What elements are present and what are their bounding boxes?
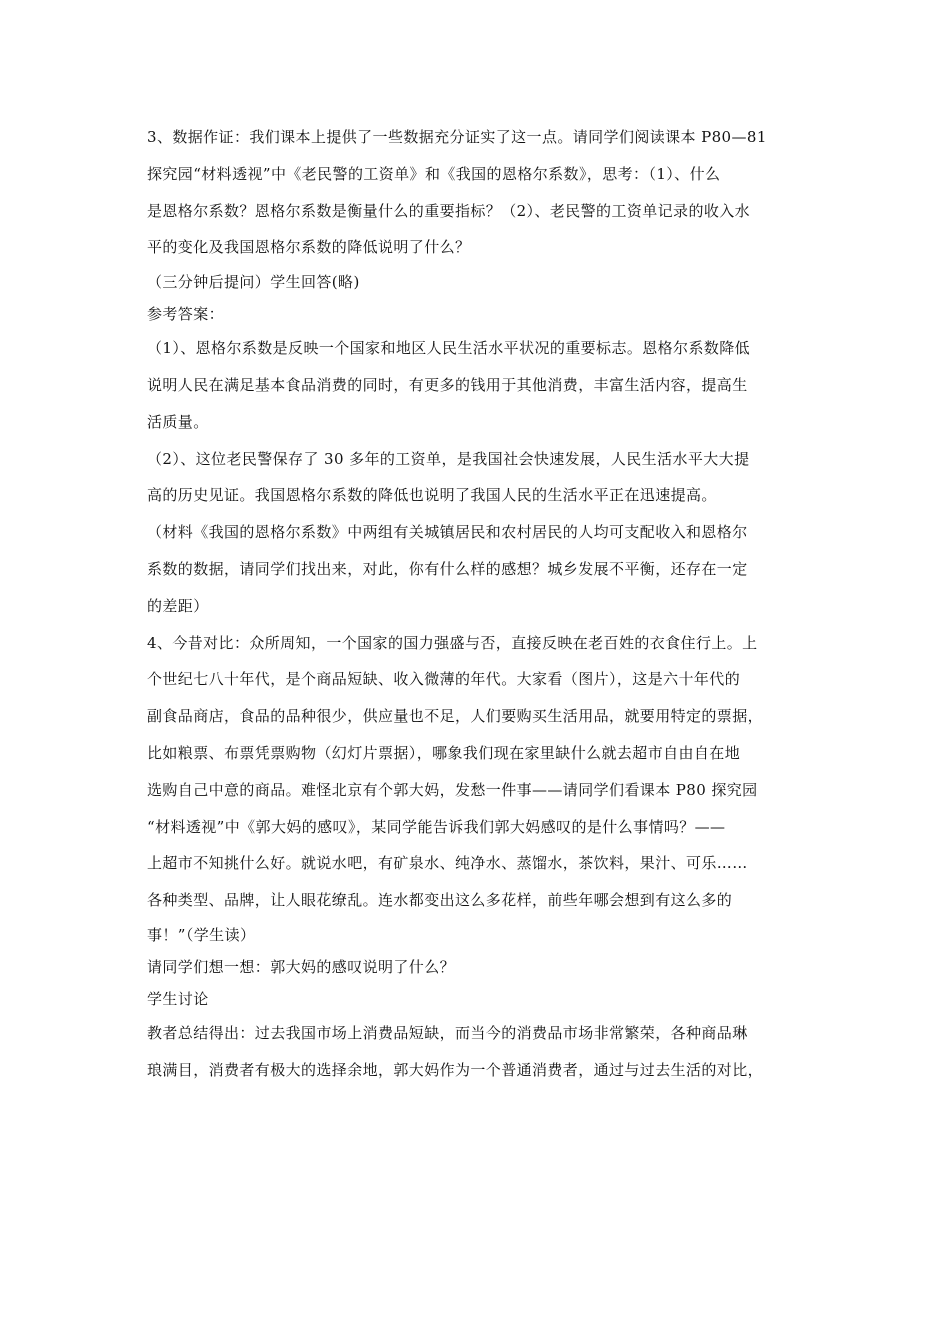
text-line: （三分钟后提问）学生回答(略) — [147, 273, 360, 292]
text-line: 高的历史见证。我国恩格尔系数的降低也说明了我国人民的生活水平正在迅速提高。 — [147, 486, 717, 505]
text-line: 系数的数据，请同学们找出来，对此，你有什么样的感想？城乡发展不平衡，还存在一定 — [147, 559, 748, 578]
text-line: 4、今昔对比：众所周知，一个国家的国力强盛与否，直接反映在老百姓的衣食住行上。上 — [147, 633, 758, 652]
text-line: 是恩格尔系数？恩格尔系数是衡量什么的重要指标？（2）、老民警的工资单记录的收入水 — [147, 201, 751, 220]
text-line: 选购自己中意的商品。难怪北京有个郭大妈，发愁一件事——请同学们看课本 P80 探究园 — [147, 780, 758, 799]
text-line: 参考答案： — [147, 305, 225, 324]
text-line: 探究园“材料透视”中《老民警的工资单》和《我国的恩格尔系数》，思考：（1）、什么 — [147, 164, 721, 183]
text-line: 活质量。 — [147, 412, 209, 431]
text-line: 事！”（学生读） — [147, 925, 256, 944]
text-line: 比如粮票、布票凭票购物（幻灯片票据），哪象我们现在家里缺什么就去超市自由自在地 — [147, 743, 741, 762]
text-line: 平的变化及我国恩格尔系数的降低说明了什么？ — [147, 238, 471, 257]
text-line: 的差距） — [147, 596, 209, 615]
text-line: 学生讨论 — [147, 989, 209, 1008]
text-line: 上超市不知挑什么好。就说水吧，有矿泉水、纯净水、蒸馏水，茶饮料，果汁、可乐…… — [147, 854, 748, 873]
text-line: 请同学们想一想：郭大妈的感叹说明了什么？ — [147, 957, 456, 976]
text-line: （2）、这位老民警保存了 30 多年的工资单，是我国社会快速发展，人民生活水平大大提 — [147, 449, 750, 468]
text-line: （1）、恩格尔系数是反映一个国家和地区人民生活水平状况的重要标志。恩格尔系数降低 — [147, 339, 751, 358]
text-line: 副食品商店，食品的品种很少，供应量也不足，人们要购买生活用品，就要用特定的票据， — [147, 707, 764, 726]
text-line: 各种类型、品牌，让人眼花缭乱。连水都变出这么多花样，前些年哪会想到有这么多的 — [147, 891, 733, 910]
document-body — [147, 119, 809, 1089]
text-line: 琅满目，消费者有极大的选择余地，郭大妈作为一个普通消费者，通过与过去生活的对比， — [147, 1060, 764, 1079]
text-line: 说明人民在满足基本食品消费的同时，有更多的钱用于其他消费，丰富生活内容，提高生 — [147, 375, 748, 394]
text-line: 个世纪七八十年代，是个商品短缺、收入微薄的年代。大家看（图片），这是六十年代的 — [147, 670, 741, 689]
text-line: “材料透视”中《郭大妈的感叹》，某同学能告诉我们郭大妈感叹的是什么事情吗？—— — [147, 817, 726, 836]
text-line: 3、数据作证：我们课本上提供了一些数据充分证实了这一点。请同学们阅读课本 P80—81 — [147, 128, 767, 146]
text-line: 教者总结得出：过去我国市场上消费品短缺，而当今的消费品市场非常繁荣，各种商品琳 — [147, 1023, 748, 1042]
text-line: （材料《我国的恩格尔系数》中两组有关城镇居民和农村居民的人均可支配收入和恩格尔 — [147, 523, 748, 542]
